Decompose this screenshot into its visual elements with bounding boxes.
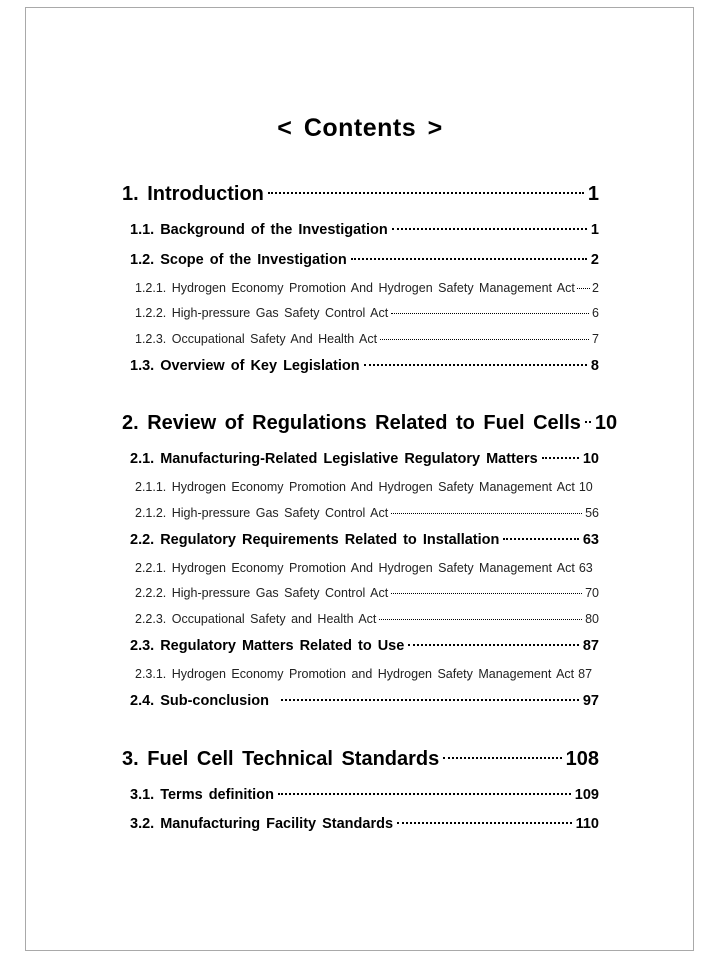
toc-page-number: 10 — [582, 451, 599, 467]
dot-leader — [391, 593, 582, 594]
toc-entry-label: 2. Review of Regulations Related to Fuel Cells — [122, 412, 581, 434]
toc-page-number: 108 — [565, 748, 599, 770]
toc-page-number: 2 — [590, 252, 599, 268]
toc-entry-label: 1.2.3. Occupational Safety And Health Act — [135, 332, 378, 346]
dot-leader — [351, 258, 587, 260]
toc-page-number: 97 — [582, 693, 599, 709]
toc-entry-2-2-1[interactable] — [135, 561, 599, 575]
toc-entry-2-1-2[interactable] — [135, 506, 599, 520]
toc-page-number: 80 — [585, 612, 599, 626]
toc-entry-label: 2.2. Regulatory Requirements Related to Installation — [130, 532, 500, 548]
dot-leader — [379, 619, 582, 620]
dot-leader — [408, 644, 579, 646]
toc-entry-2-4[interactable] — [130, 693, 599, 709]
toc-entry-2-3-1[interactable] — [135, 667, 599, 681]
toc-entry-label: 3.2. Manufacturing Facility Standards — [130, 816, 394, 832]
dot-leader — [542, 457, 579, 459]
toc-page-number: 109 — [574, 787, 599, 803]
toc-entry-3-2[interactable] — [130, 816, 599, 832]
toc-entry-1-1[interactable] — [130, 222, 599, 238]
toc-entry-label: 1.2. Scope of the Investigation — [130, 252, 347, 268]
dot-leader — [392, 228, 587, 230]
toc-entry-1-3[interactable] — [130, 358, 599, 374]
toc-entry-label: 2.1.1. Hydrogen Economy Promotion And Hydrogen Safety Management Act — [135, 480, 575, 494]
toc-entry-label: 1. Introduction — [122, 183, 264, 205]
toc-entry-1[interactable] — [122, 183, 599, 206]
toc-page-number: 87 — [582, 638, 599, 654]
dot-leader — [503, 538, 579, 540]
toc-page-number: 8 — [590, 358, 599, 374]
dot-leader — [278, 793, 571, 795]
toc-page-number: 110 — [575, 816, 599, 832]
toc-entry-label: 1.3. Overview of Key Legislation — [130, 358, 360, 374]
dot-leader — [391, 513, 582, 514]
toc-entry-label: 2.1.2. High-pressure Gas Safety Control Act — [135, 506, 389, 520]
toc-entry-label: 2.3. Regulatory Matters Related to Use — [130, 638, 405, 654]
toc-entry-2-2-2[interactable] — [135, 586, 599, 600]
dot-leader — [364, 364, 587, 366]
toc-entry-2-1[interactable] — [130, 451, 599, 467]
toc-entry-3[interactable] — [122, 748, 599, 771]
toc-page-number: 1 — [590, 222, 599, 238]
dot-leader — [585, 421, 591, 423]
toc-entry-label: 2.2.1. Hydrogen Economy Promotion And Hydrogen Safety Management Act — [135, 561, 575, 575]
toc-entry-label: 2.1. Manufacturing-Related Legislative Regulatory Matters — [130, 451, 538, 467]
toc-page-number: 63 — [582, 532, 599, 548]
toc-entry-label: 1.2.1. Hydrogen Economy Promotion And Hydrogen Safety Management Act — [135, 281, 575, 295]
toc-page-number: 56 — [585, 506, 599, 520]
toc-page-number: 6 — [592, 306, 599, 320]
toc-page-number: 87 — [578, 667, 593, 681]
toc-entry-label: 2.3.1. Hydrogen Economy Promotion and Hydrogen Safety Management Act — [135, 667, 575, 681]
toc-entry-1-2-2[interactable] — [135, 306, 599, 320]
dot-leader — [268, 192, 584, 194]
dot-leader — [281, 699, 579, 701]
document-page — [25, 7, 694, 951]
toc-entry-1-2-1[interactable] — [135, 281, 599, 295]
toc-entry-1-2-3[interactable] — [135, 332, 599, 346]
toc-entry-label: 2.4. Sub-conclusion — [130, 693, 269, 709]
toc-entry-label: 1.2.2. High-pressure Gas Safety Control Act — [135, 306, 389, 320]
dot-leader — [391, 313, 589, 314]
toc-entry-label: 3. Fuel Cell Technical Standards — [122, 748, 440, 770]
toc-entry-3-1[interactable] — [130, 787, 599, 803]
dot-leader — [397, 822, 572, 824]
toc-entry-2-3[interactable] — [130, 638, 599, 654]
toc-entry-label: 2.2.2. High-pressure Gas Safety Control Act — [135, 586, 389, 600]
toc-page-number: 10 — [594, 412, 618, 434]
contents-title: < Contents > — [277, 114, 443, 142]
toc-page-number: 10 — [578, 480, 593, 494]
toc-page-number: 63 — [578, 561, 593, 575]
toc-page-number: 2 — [592, 281, 599, 295]
dot-leader — [443, 757, 561, 759]
toc-entry-2-1-1[interactable] — [135, 480, 599, 494]
dot-leader — [380, 339, 589, 340]
toc-entry-label: 2.2.3. Occupational Safety and Health Act — [135, 612, 377, 626]
toc-entry-2-2[interactable] — [130, 532, 599, 548]
toc-entry-2-2-3[interactable] — [135, 612, 599, 626]
toc-entry-1-2[interactable] — [130, 252, 599, 268]
toc-page-number: 1 — [587, 183, 599, 205]
toc-page-number: 7 — [592, 332, 599, 346]
dot-leader — [577, 288, 590, 289]
toc-entry-label: 3.1. Terms definition — [130, 787, 274, 803]
toc-page-number: 70 — [585, 586, 599, 600]
toc-entry-label: 1.1. Background of the Investigation — [130, 222, 388, 238]
toc-entry-2[interactable] — [122, 412, 618, 435]
